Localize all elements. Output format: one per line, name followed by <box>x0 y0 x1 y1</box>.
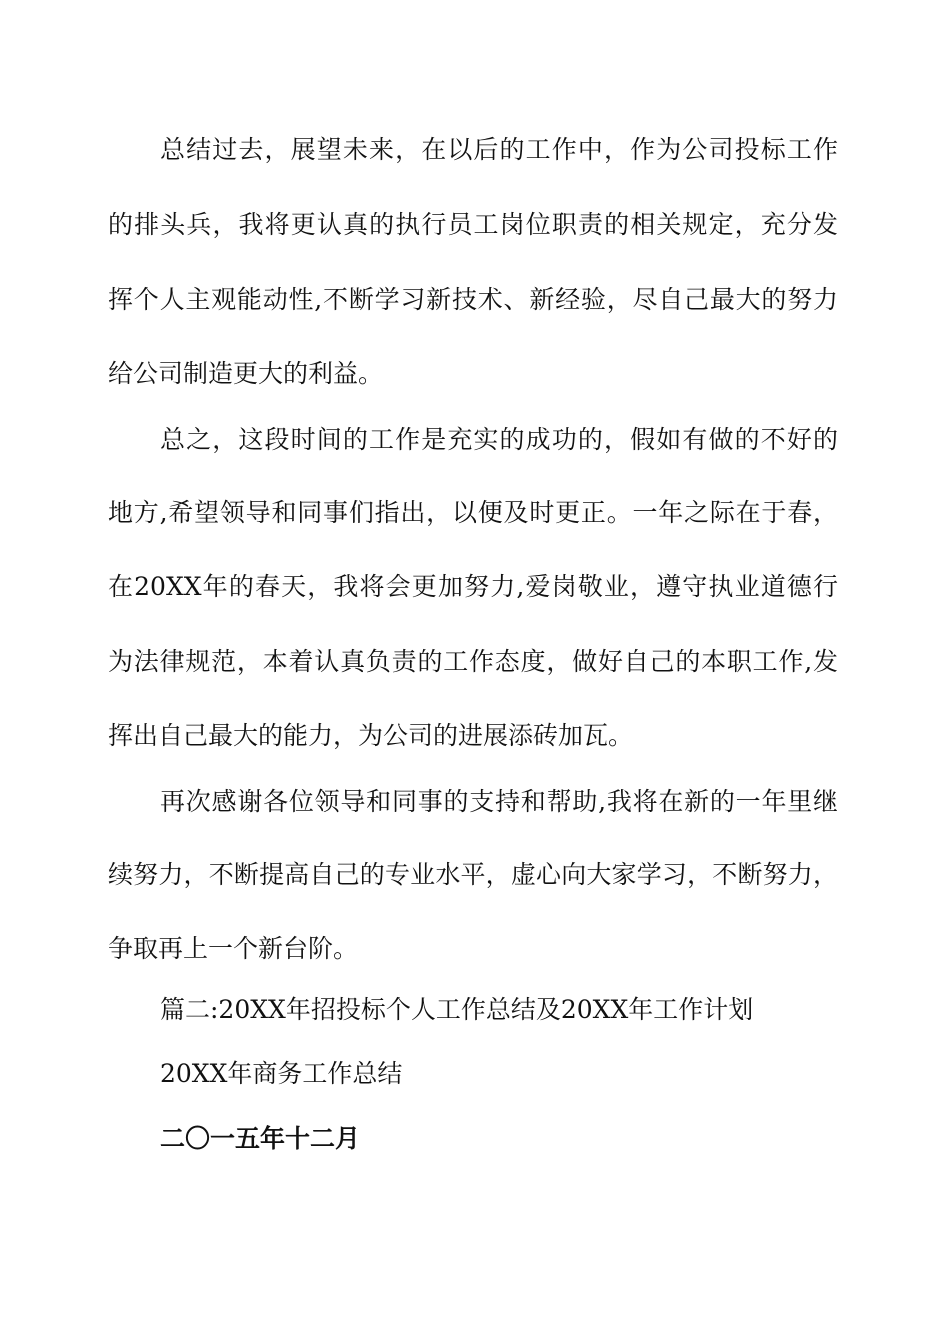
paragraph-3-line-3: 争取再上一个新台阶。 <box>108 934 359 963</box>
paragraph-2-line-2: 地方,希望领导和同事们指出，以便及时更正。一年之际在于春， <box>108 498 838 527</box>
paragraph-1-line-1: 总结过去，展望未来，在以后的工作中，作为公司投标工作 <box>160 135 838 164</box>
paragraph-2-line-1: 总之，这段时间的工作是充实的成功的，假如有做的不好的 <box>160 425 838 454</box>
paragraph-1-line-4: 给公司制造更大的利益。 <box>108 359 384 388</box>
paragraph-3-line-1: 再次感谢各位领导和同事的支持和帮助,我将在新的一年里继 <box>160 787 838 816</box>
section-heading: 篇二:20XX年招投标个人工作总结及20XX年工作计划 <box>160 995 754 1024</box>
paragraph-2-line-4: 为法律规范，本着认真负责的工作态度，做好自己的本职工作,发 <box>108 647 838 676</box>
paragraph-1-line-3: 挥个人主观能动性,不断学习新技术、新经验，尽自己最大的努力 <box>108 285 838 314</box>
paragraph-3-line-2: 续努力，不断提高自己的专业水平，虚心向大家学习，不断努力， <box>108 860 838 889</box>
date-line: 二〇一五年十二月 <box>160 1124 361 1153</box>
paragraph-2-line-5: 挥出自己最大的能力，为公司的进展添砖加瓦。 <box>108 721 634 750</box>
document-subtitle: 20XX年商务工作总结 <box>160 1059 403 1088</box>
paragraph-1-line-2: 的排头兵，我将更认真的执行员工岗位职责的相关规定，充分发 <box>108 210 838 239</box>
paragraph-2-line-3: 在20XX年的春天，我将会更加努力,爱岗敬业，遵守执业道德行 <box>108 572 838 601</box>
